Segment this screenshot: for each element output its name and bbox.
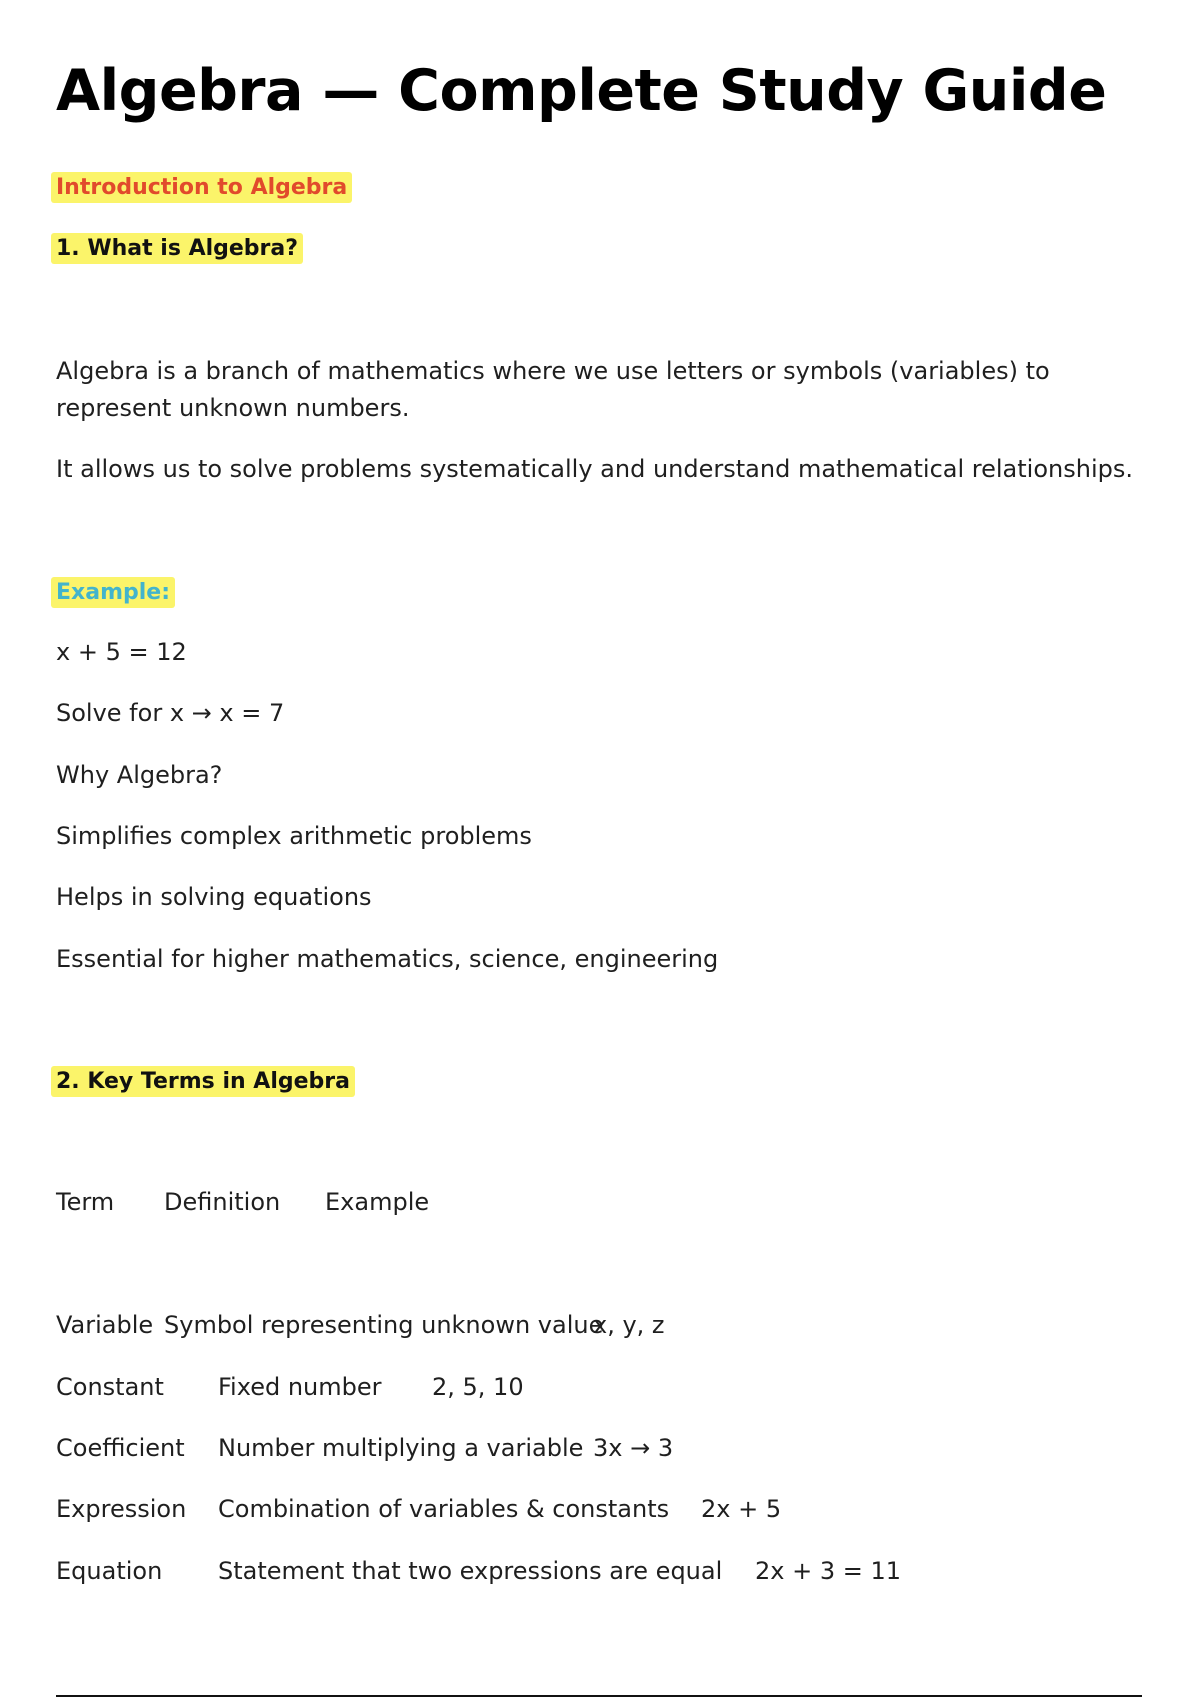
table-cell-example: 2x + 3 = 11 (755, 1557, 902, 1585)
table-header-example: Example (325, 1188, 430, 1216)
example-label: Example: (51, 577, 175, 608)
table-cell-definition: Combination of variables & constants (218, 1495, 670, 1523)
table-cell-example: 3x → 3 (593, 1434, 674, 1462)
intro-heading: Introduction to Algebra (51, 172, 352, 203)
table-cell-definition: Statement that two expressions are equal (218, 1557, 723, 1585)
section1-heading: 1. What is Algebra? (51, 233, 303, 264)
section1-paragraph-1: Algebra is a branch of mathematics where we use letters or symbols (variables) to represent unknown numbers. (56, 357, 1050, 422)
why-heading: Why Algebra? (56, 761, 223, 789)
table-header-term: Term (56, 1188, 115, 1216)
section1-paragraph-2: It allows us to solve problems systematically and understand mathematical relationships. (56, 455, 1133, 483)
example-equation: x + 5 = 12 (56, 638, 187, 666)
section2-heading: 2. Key Terms in Algebra (51, 1066, 355, 1097)
table-cell-term: Expression (56, 1495, 187, 1523)
table-cell-definition: Number multiplying a variable (218, 1434, 584, 1462)
table-cell-term: Equation (56, 1557, 163, 1585)
table-cell-term: Variable (56, 1311, 154, 1339)
table-cell-definition: Symbol representing unknown value (164, 1311, 604, 1339)
why-point: Helps in solving equations (56, 883, 372, 911)
table-cell-definition: Fixed number (218, 1373, 382, 1401)
table-header-definition: Definition (164, 1188, 281, 1216)
table-cell-example: 2x + 5 (701, 1495, 782, 1523)
why-point: Simplifies complex arithmetic problems (56, 822, 532, 850)
table-cell-term: Coefficient (56, 1434, 185, 1462)
table-cell-example: 2, 5, 10 (432, 1373, 524, 1401)
horizontal-rule (56, 1695, 1142, 1697)
page-title: Algebra — Complete Study Guide (56, 58, 1107, 124)
table-cell-term: Constant (56, 1373, 164, 1401)
table-cell-example: x, y, z (593, 1311, 665, 1339)
why-point: Essential for higher mathematics, science, engineering (56, 945, 719, 973)
example-solution: Solve for x → x = 7 (56, 699, 285, 727)
